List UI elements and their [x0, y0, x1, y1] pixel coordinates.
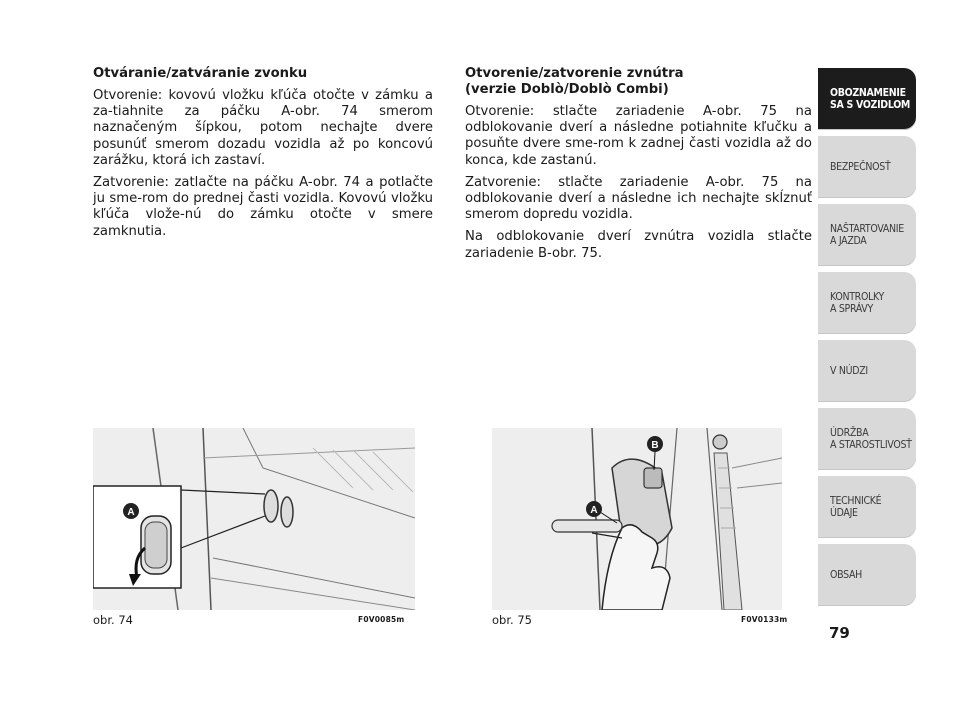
tab-label: OBSAH	[830, 569, 862, 581]
figure-74-caption: obr. 74	[93, 613, 133, 627]
page-number: 79	[829, 624, 850, 642]
heading-line-2: (verzie Doblò/Doblò Combi)	[465, 82, 669, 97]
marker-a-fig74: A	[127, 507, 135, 518]
tab-label: V NÚDZI	[830, 365, 868, 377]
heading-line-1: Otvorenie/zatvorenie zvnútra	[465, 66, 684, 81]
tab-obsah[interactable]	[818, 544, 916, 606]
figure-75-code: F0V0133m	[741, 615, 788, 624]
marker-a-fig75: A	[590, 505, 598, 516]
tab-label: BEZPEČNOSŤ	[830, 161, 891, 173]
tab-nastartovanie[interactable]	[818, 204, 916, 266]
left-column	[93, 66, 433, 246]
paragraph-opening-inside: Otvorenie: stlačte zariadenie A-obr. 75 na odblokovanie dverí a následne potiahnite kľučku a posuňte dvere sme-rom k zadnej časti vozidla až do konca, kde zastanú.	[465, 104, 812, 168]
tab-label: TECHNICKÉ ÚDAJE	[830, 495, 882, 519]
tab-label: NAŠTARTOVANIE A JAZDA	[830, 223, 904, 247]
tab-label: ÚDRŽBA A STAROSTLIVOSŤ	[830, 427, 912, 451]
figure-75-door-handle-inside	[492, 428, 782, 610]
tab-technicke-udaje[interactable]	[818, 476, 916, 538]
figure-75-caption: obr. 75	[492, 613, 532, 627]
tab-oboznamenie[interactable]	[818, 68, 916, 130]
tab-v-nudzi[interactable]	[818, 340, 916, 402]
paragraph-closing-outside: Zatvorenie: zatlačte na páčku A-obr. 74 a potlačte ju sme-rom do prednej časti vozidla. Kovovú vložku kľúča vlože-nú do zámku otočte v smere zamknutia.	[93, 175, 433, 239]
tab-udrzba[interactable]	[818, 408, 916, 470]
paragraph-unlock-inside: Na odblokovanie dverí zvnútra vozidla stlačte zariadenie B-obr. 75.	[465, 229, 812, 261]
right-column	[465, 66, 812, 268]
section-heading-outside: Otváranie/zatváranie zvonku	[93, 66, 308, 81]
tab-bezpecnost[interactable]	[818, 136, 916, 198]
chapter-tabs	[818, 68, 916, 612]
paragraph-closing-inside: Zatvorenie: stlačte zariadenie A-obr. 75 na odblokovanie dverí a následne ich nechajte skĺznuť smerom dopredu vozidla.	[465, 174, 812, 223]
tab-label: KONTROLKY A SPRÁVY	[830, 291, 885, 315]
figure-74-door-handle-outside	[93, 428, 415, 610]
section-heading-inside	[465, 66, 812, 98]
figure-74-code: F0V0085m	[358, 615, 405, 624]
paragraph-opening-outside: Otvorenie: kovovú vložku kľúča otočte v zámku a za-tiahnite za páčku A-obr. 74 smerom naznačeným šípkou, potom nechajte dvere posunúť smerom dozadu vozidla až po koncovú zarážku, ktorá ich zastaví.	[93, 88, 433, 168]
tab-label: OBOZNAMENIE SA S VOZIDLOM	[830, 87, 911, 111]
tab-kontrolky[interactable]	[818, 272, 916, 334]
marker-b-fig75: B	[651, 440, 659, 451]
